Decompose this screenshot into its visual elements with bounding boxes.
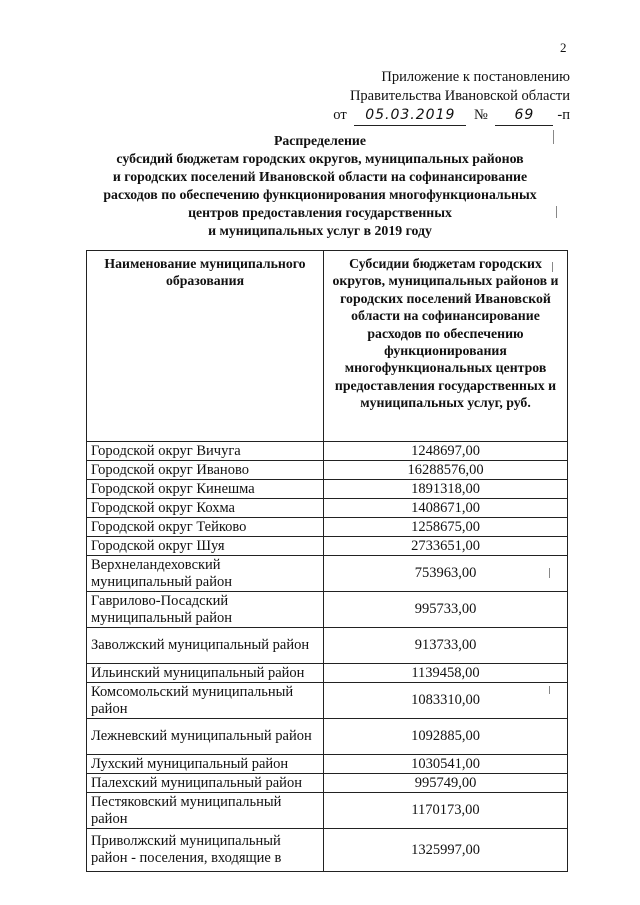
date-value: 05.03.2019 bbox=[354, 106, 466, 126]
table-header-row bbox=[87, 251, 568, 442]
subsidy-amount: 1248697,00 bbox=[324, 442, 568, 461]
subsidy-amount: 1325997,00 bbox=[324, 829, 568, 872]
header-subsidy: Субсидии бюджетам городских округов, муниципальных районов и городских поселений Ивановской области на софинансирование расходов по обеспечению функционирования многофункциональных центров предоставления государственных и муниципальных услуг, руб. bbox=[324, 251, 568, 442]
subsidy-amount: 1170173,00 bbox=[324, 793, 568, 829]
document-title bbox=[60, 132, 580, 240]
municipality-name: Комсомольский муниципальный район bbox=[87, 683, 324, 719]
municipality-name: Лежневский муниципальный район bbox=[87, 719, 324, 755]
subsidy-amount: 2733651,00 bbox=[324, 537, 568, 556]
municipality-name: Лухский муниципальный район bbox=[87, 755, 324, 774]
scan-artifact-line bbox=[552, 262, 553, 272]
appendix-line-2: Правительства Ивановской области bbox=[349, 88, 570, 104]
municipality-name: Ильинский муниципальный район bbox=[87, 664, 324, 683]
municipality-name: Пестяковский муниципальный район bbox=[87, 793, 324, 829]
municipality-name: Городской округ Кинешма bbox=[87, 480, 324, 499]
subsidy-amount: 995733,00 bbox=[324, 592, 568, 628]
subsidy-amount: 1258675,00 bbox=[324, 518, 568, 537]
table-row bbox=[87, 755, 568, 774]
title-line-4: расходов по обеспечению функционирования многофункциональных bbox=[103, 187, 537, 202]
table-row bbox=[87, 556, 568, 592]
table-row bbox=[87, 499, 568, 518]
number-value: 69 bbox=[495, 106, 553, 126]
page-number: 2 bbox=[560, 40, 567, 55]
table-row bbox=[87, 793, 568, 829]
subsidy-amount: 1092885,00 bbox=[324, 719, 568, 755]
municipality-name: Палехский муниципальный район bbox=[87, 774, 324, 793]
subsidy-table bbox=[86, 250, 568, 872]
municipality-name: Заволжский муниципальный район bbox=[87, 628, 324, 664]
table-row bbox=[87, 683, 568, 719]
table-row bbox=[87, 774, 568, 793]
appendix-line-1: Приложение к постановлению bbox=[381, 69, 570, 85]
table-row bbox=[87, 518, 568, 537]
scan-artifact-line bbox=[549, 686, 550, 694]
table-row bbox=[87, 442, 568, 461]
table-row bbox=[87, 719, 568, 755]
subsidy-amount: 1891318,00 bbox=[324, 480, 568, 499]
table-row bbox=[87, 628, 568, 664]
date-prefix: от bbox=[333, 107, 347, 123]
table-row bbox=[87, 664, 568, 683]
subsidy-amount: 1408671,00 bbox=[324, 499, 568, 518]
scan-artifact-line bbox=[556, 206, 557, 218]
municipality-name: Верхнеландеховский муниципальный район bbox=[87, 556, 324, 592]
table-row bbox=[87, 829, 568, 872]
subsidy-amount: 1030541,00 bbox=[324, 755, 568, 774]
appendix-date-line bbox=[333, 106, 570, 126]
municipality-name: Городской округ Иваново bbox=[87, 461, 324, 480]
municipality-name: Гаврилово-Посадский муниципальный район bbox=[87, 592, 324, 628]
subsidy-amount: 16288576,00 bbox=[324, 461, 568, 480]
subsidy-amount: 913733,00 bbox=[324, 628, 568, 664]
municipality-name: Городской округ Шуя bbox=[87, 537, 324, 556]
table-row bbox=[87, 480, 568, 499]
municipality-name: Городской округ Кохма bbox=[87, 499, 324, 518]
table-row bbox=[87, 461, 568, 480]
scan-artifact-line bbox=[553, 130, 554, 144]
title-line-6: и муниципальных услуг в 2019 году bbox=[208, 223, 432, 238]
appendix-header bbox=[333, 68, 570, 126]
scan-artifact-line bbox=[549, 568, 550, 578]
municipality-name: Городской округ Тейково bbox=[87, 518, 324, 537]
number-suffix: -п bbox=[557, 107, 570, 123]
title-line-5: центров предоставления государственных bbox=[188, 205, 452, 220]
municipality-name: Приволжский муниципальный район - поселения, входящие в bbox=[87, 829, 324, 872]
number-sign: № bbox=[473, 107, 488, 123]
title-line-2: субсидий бюджетам городских округов, муниципальных районов bbox=[116, 151, 524, 166]
table-row bbox=[87, 537, 568, 556]
subsidy-amount: 753963,00 bbox=[324, 556, 568, 592]
table-row bbox=[87, 592, 568, 628]
title-line-1: Распределение bbox=[273, 133, 366, 148]
title-line-3: и городских поселений Ивановской области на софинансирование bbox=[112, 169, 528, 184]
header-municipality: Наименование муниципального образования bbox=[87, 251, 324, 442]
subsidy-amount: 995749,00 bbox=[324, 774, 568, 793]
municipality-name: Городской округ Вичуга bbox=[87, 442, 324, 461]
subsidy-amount: 1083310,00 bbox=[324, 683, 568, 719]
subsidy-amount: 1139458,00 bbox=[324, 664, 568, 683]
